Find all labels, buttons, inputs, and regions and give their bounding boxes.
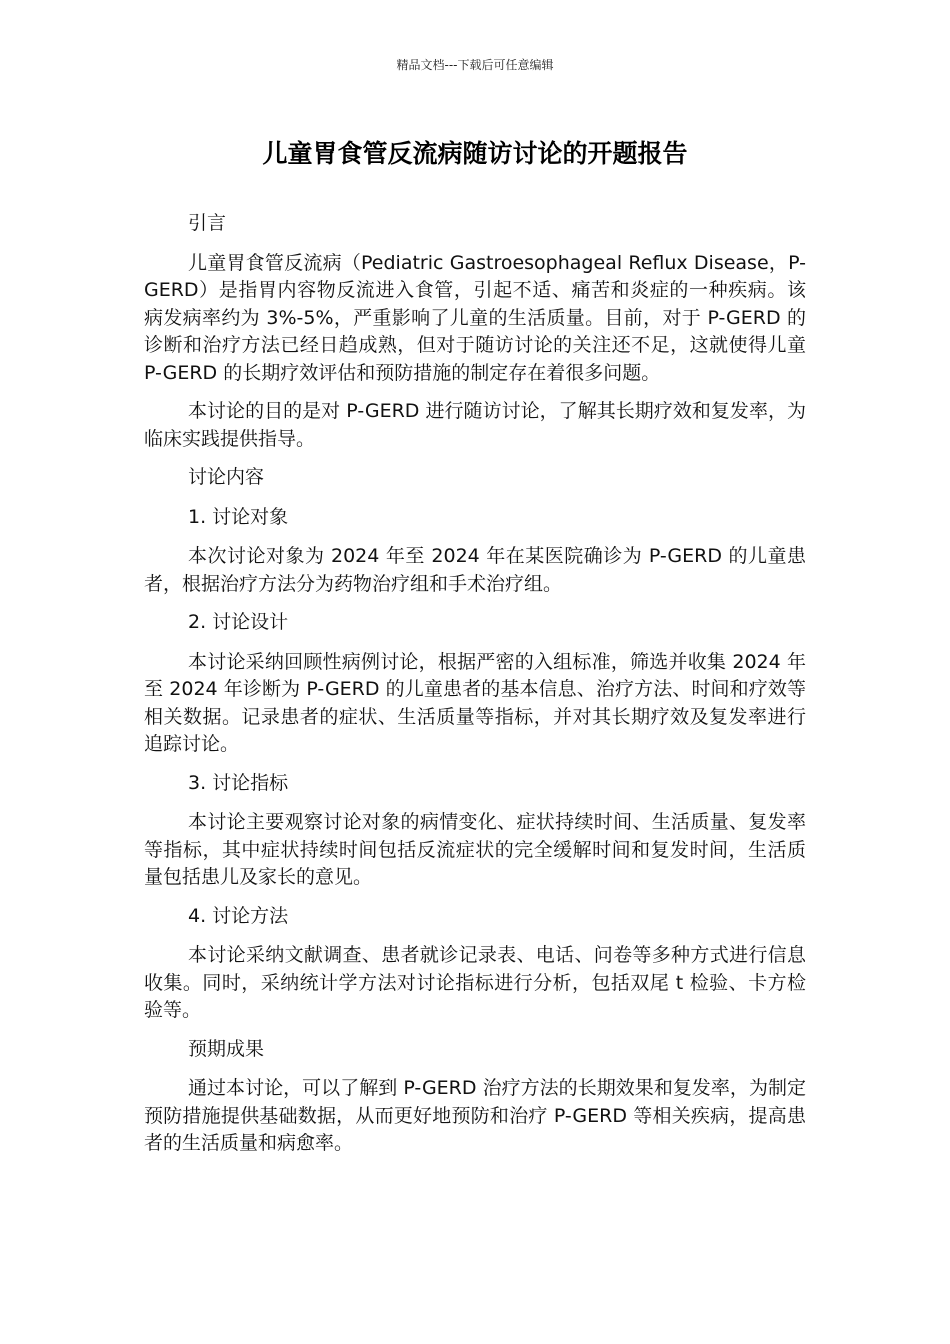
section-2-heading: 2. 讨论设计 xyxy=(188,611,289,633)
page-header-note: 精品文档---下载后可任意编辑 xyxy=(396,58,554,72)
section-1-heading: 1. 讨论对象 xyxy=(188,505,289,528)
section-1-text: 本次讨论对象为 2024 年至 2024 年在某医院确诊为 P-GERD 的儿童患者，根据治疗方法分为药物治疗组和手术治疗组。 xyxy=(144,545,806,595)
section-3-heading: 3. 讨论指标 xyxy=(188,771,289,794)
intro-paragraph-2: 本讨论的目的是对 P-GERD 进行随访讨论，了解其长期疗效和复发率，为临床实践提供指导。 xyxy=(144,400,806,450)
intro-heading: 引言 xyxy=(188,212,227,234)
document-body xyxy=(144,210,806,1169)
section-2-text: 本讨论采纳回顾性病例讨论，根据严密的入组标准，筛选并收集 2024 年至 2024 年诊断为 P-GERD 的儿童患者的基本信息、治疗方法、时间和疗效等相关数据。记录患者的症状、生活质量等指标，并对其长期疗效及复发率进行追踪讨论。 xyxy=(144,650,806,755)
content-heading: 讨论内容 xyxy=(188,466,265,488)
outcome-heading: 预期成果 xyxy=(188,1037,265,1060)
section-4-text: 本讨论采纳文献调查、患者就诊记录表、电话、问卷等多种方式进行信息收集。同时，采纳统计学方法对讨论指标进行分析，包括双尾 t 检验、卡方检验等。 xyxy=(144,944,806,1021)
outcome-text: 通过本讨论，可以了解到 P-GERD 治疗方法的长期效果和复发率，为制定预防措施提供基础数据，从而更好地预防和治疗 P-GERD 等相关疾病，提高患者的生活质量和病愈率。 xyxy=(144,1077,806,1154)
intro-paragraph-1: 儿童胃食管反流病（Pediatric Gastroesophageal Reflux Disease，P-GERD）是指胃内容物反流进入食管，引起不适、痛苦和炎症的一种疾病。该病发病率约为 3%-5%，严重影响了儿童的生活质量。目前，对于 P-GERD 的诊断和治疗方法已经日趋成熟，但对于随访讨论的关注还不足，这就使得儿童 P-GERD 的长期疗效评估和预防措施的制定存在着很多问题。 xyxy=(144,251,806,384)
section-3-text: 本讨论主要观察讨论对象的病情变化、症状持续时间、生活质量、复发率等指标，其中症状持续时间包括反流症状的完全缓解时间和复发时间，生活质量包括患儿及家长的意见。 xyxy=(144,811,806,888)
section-4-heading: 4. 讨论方法 xyxy=(188,904,289,927)
document-title: 儿童胃食管反流病随访讨论的开题报告 xyxy=(262,139,688,168)
